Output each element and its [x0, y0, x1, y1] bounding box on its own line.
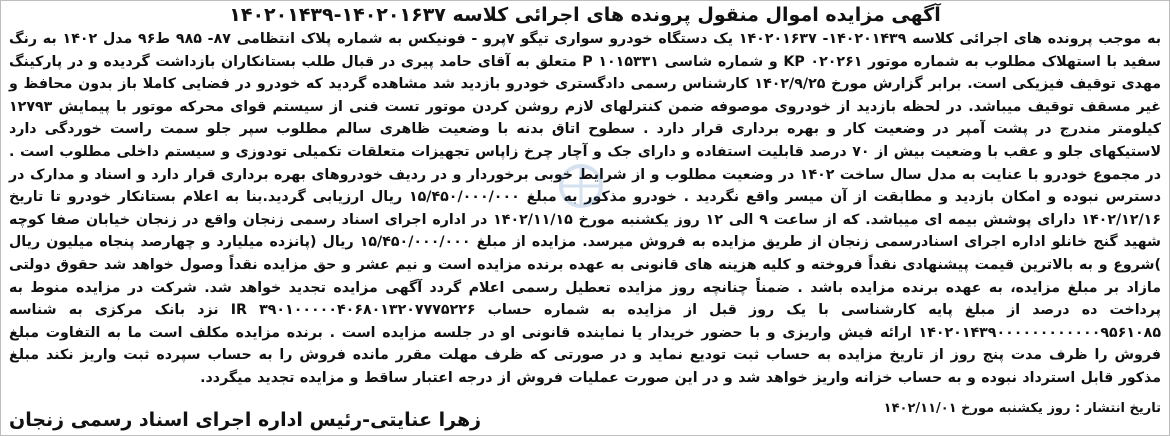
notice-title: آگهی مزایده اموال منقول پرونده های اجرائی کلاسه ۱۴۰۲۰۱۶۳۷-۱۴۰۲۰۱۴۳۹	[229, 4, 941, 26]
notice-footer	[9, 403, 1161, 433]
publish-date: تاریخ انتشار : روز یکشنبه مورخ ۱۴۰۲/۱۱/۰۱	[883, 401, 1161, 416]
signature: زهرا عنایتی-رئیس اداره اجرای اسناد رسمی زنجان	[9, 409, 482, 431]
notice-body: به موجب پرونده های اجرائی کلاسه ۱۴۰۲۰۱۴۳۹- ۱۴۰۲۰۱۶۳۷ یک دستگاه خودرو سواری تیگو ۷پرو - فونیکس به شماره پلاک انتظامی ۸۷- ۹۸۵ ط۹۶ مدل ۱۴۰۲ به رنگ سفید با استهلاک مطلوب به شماره موتور KP ۰۲۰۲۶۱ و شماره شاسی P ۱۰۱۵۳۳۱ متعلق به آقای حامد پیری در قبال طلب بستانکاران بازداشت گردیده و در پارکینگ مهدی توقیف فیزیکی است. برابر گزارش مورخ ۱۴۰۲/۹/۲۵ کارشناس رسمی دادگستری خودرو بازدید شد مشاهده گردید که خودرو در فضایی کاملا باز بدون محافظ و غیر مسقف توقیف میباشد. در لحظه بازدید از خودروی موصوفه ضمن کنترلهای لازم روشن کردن موتور تست فنی از سیستم قوای محرکه موتور با پیمایش ۱۲۷۹۳ کیلومتر مندرج در پشت آمپر در وضعیت کار و بهره برداری قرار دارد . سطوح اتاق بدنه با وضعیت ظاهری سالم مطلوب سپر جلو سمت راست خوردگی دارد لاستیکهای جلو و عقب با وضعیت بیش از ۷۰ درصد قابلیت استفاده و دارای جک و آچار چرخ زاپاس تجهیزات متعلقات تکمیلی تودوزی و سیستم داخلی مطلوب است . در مجموع خودرو با عنایت به مدل سال ساخت ۱۴۰۲ در وضعیت مطلوب و از شرایط خوبی برخوردار و در ردیف خودروهای بهره برداری قرار دارد و اسناد و مدارک در دسترس نبوده و امکان بازدید و مطابقت از آن میسر واقع نگردید . خودرو مذکور به مبلغ ۱۵/۴۵۰/۰۰۰/۰۰۰ ریال ارزیابی گردید.بنا به اعلام بستانکار خودرو تا تاریخ ۱۴۰۲/۱۲/۱۶ دارای پوشش بیمه ای میباشد. که از ساعت ۹ الی ۱۲ روز یکشنبه مورخ ۱۴۰۲/۱۱/۱۵ در اداره اجرای اسناد رسمی زنجان واقع در زنجان خیابان صفا کوچه شهید گنج خانلو اداره اجرای اسنادرسمی زنجان از طریق مزایده به فروش میرسد. مزایده از مبلغ ۱۵/۴۵۰/۰۰۰/۰۰۰ ریال (پانزده میلیارد و چهارصد پنجاه میلیون ریال )شروع و به بالاترین قیمت پیشنهادی نقداً فروخته و کلیه هزینه های قانونی به عهده برنده مزایده است و نیم عشر و حق مزایده نقداً وصول خواهد شد حقوق دولتی مازاد بر مبلغ مزایده، به عهده برنده مزایده باشد . ضمناً چنانچه روز مزایده تعطیل رسمی اعلام گردد آگهی مزایده تجدید خواهد شد. شرکت در مزایده منوط به پرداخت ده درصد از مبلغ پایه کارشناسی با یک روز قبل از مزایده به شماره حساب IR ۳۹۰۱۰۰۰۰۰۴۰۶۸۰۱۳۲۰۷۷۷۵۲۲۶ نزد بانک مرکزی به شناسه ۱۴۰۲۰۱۴۳۹۰۰۰۰۰۰۰۰۰۰۰۰۹۵۶۱۰۸۵ ارائه فیش واریزی و با حضور خریدار یا نماینده قانونی او در جلسه مزایده است . برنده مزایده مکلف است ما به التفاوت مبلغ فروش را ظرف مدت پنج روز از تاریخ مزایده به حساب ثبت تودیع نماید و در صورتی که ظرف مهلت مقرر مانده فروش را به حساب سپرده ثبت واریز نکند مبلغ مذکور قابل استرداد نبوده و به حساب خزانه واریز خواهد شد و در این صورت عملیات فروش از درجه اعتبار ساقط و مزایده تجدید میگردد.	[9, 31, 1162, 386]
